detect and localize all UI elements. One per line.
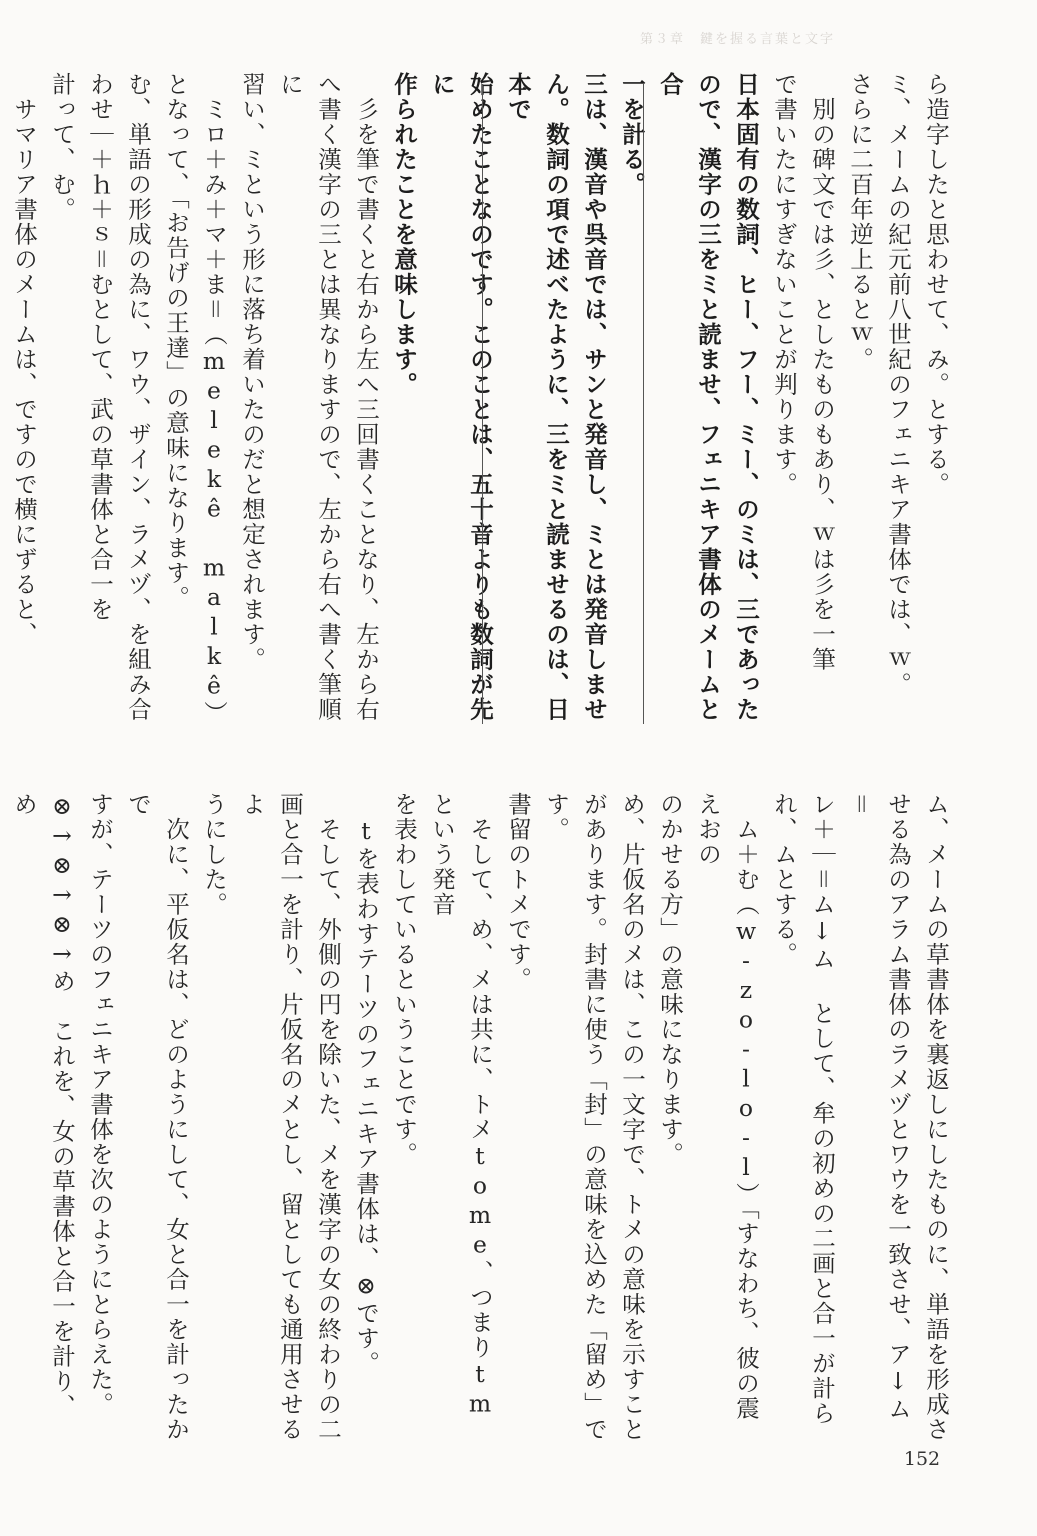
text-line: ミ、メームの紀元前八世紀のフェニキア書体では、ｗ。 — [884, 72, 912, 697]
text-line: さらに二百年逆上るとｗ。 — [846, 72, 874, 372]
text-line: ⊗→⊗→⊗→め これを、女の草書体と合一を計り、め — [10, 792, 76, 1419]
text-line: せる為のアラム書体のラメヅとワウを一致させ、ア↓ム＝ — [846, 792, 912, 1422]
text-line: そして、め、メは共に、トメtome、つまりtmという発音 — [428, 792, 494, 1419]
text-line: サマリア書体のメームは、ですので横にずると、 — [10, 72, 38, 647]
text-line: 彡を筆で書くと右から左へ三回書くことなり、左から右 — [352, 72, 380, 722]
text-line: 習い、ミという形に落ち着いたのだと想定されます。 — [238, 72, 266, 672]
bottom-text-block — [10, 792, 955, 1442]
text-line: ので、漢字の三をミと読ませ、フェニキア書体のメームと合 — [656, 72, 722, 722]
text-line: へ書く漢字の三とは異なりますので、左から右へ書く筆順に — [276, 72, 342, 722]
top-text-block — [10, 72, 955, 742]
text-line: を表わしているということです。 — [390, 792, 418, 1167]
text-line: 作られたことを意味します。 — [390, 72, 418, 397]
text-line: ム＋む（w-zo-lo-l）「すなわち、彼の震えおの — [694, 792, 760, 1421]
text-line: レ＋｜＝ム↓ム として、牟の初めの二画と合一が計ら — [808, 792, 836, 1426]
text-line: め、片仮名のメは、この一文字で、トメの意味を示すこと — [618, 792, 646, 1442]
text-line: 書留のトメです。 — [504, 792, 532, 992]
text-line: れ、ムとする。 — [770, 792, 798, 967]
text-line — [0, 72, 5, 742]
text-line: 三は、漢音や呉音では、サンと発音し、ミとは発音しませ — [580, 72, 608, 722]
text-line: ん。数詞の項で述べたように、三をミと読ませるのは、日本で — [504, 72, 570, 722]
text-line: のかせる方」の意味になります。 — [656, 792, 684, 1167]
text-line: 計って、む。 — [48, 72, 76, 222]
text-line: tを表わすテーツのフェニキア書体は、⊗です。 — [352, 792, 380, 1376]
text-line: 画と合一を計り、片仮名のメとし、留としても通用させるよ — [238, 792, 304, 1442]
text-line: そして、外側の円を除いた、メを漢字の女の終わりの二 — [314, 792, 342, 1442]
text-line: 始めたことなのです。このことは、五十音よりも数詞が先に — [428, 72, 494, 722]
running-head: 第３章 鍵を握る言葉と文字 — [640, 32, 836, 47]
text-line — [0, 792, 5, 1442]
text-line: うにした。 — [200, 792, 228, 917]
text-line: む、単語の形成の為に、ワウ、ザイン、ラメヅ、を組み合 — [124, 72, 152, 722]
text-line: 一を計る。 — [618, 72, 646, 197]
text-line: で書いたにすぎないことが判ります。 — [770, 72, 798, 497]
text-line: ム、メームの草書体を裏返しにしたものに、単語を形成さ — [922, 792, 950, 1442]
text-line: 次に、平仮名は、どのようにして、女と合一を計ったかで — [124, 792, 190, 1442]
page-number: 152 — [903, 1448, 941, 1470]
text-line: ミロ＋み＋マ＋ま＝（melekê malkê） — [200, 72, 228, 726]
text-line: となって、「お告げの王達」の意味になります。 — [162, 72, 190, 611]
text-line: があります。封書に使う「封」の意味を込めた「留め」です。 — [542, 792, 608, 1442]
text-line: 別の碑文では彡、としたものもあり、ｗは彡を一筆 — [808, 72, 836, 672]
text-line: すが、テーツのフェニキア書体を次のようにとらえた。 — [86, 792, 114, 1417]
text-line: 日本固有の数詞、ヒー、フー、ミー、のミは、三であった — [732, 72, 760, 722]
text-line: わせ｜＋ｈ＋ｓ＝むとして、武の草書体と合一を — [86, 72, 114, 622]
text-line: ら造字したと思わせて、み。とする。 — [922, 72, 950, 497]
